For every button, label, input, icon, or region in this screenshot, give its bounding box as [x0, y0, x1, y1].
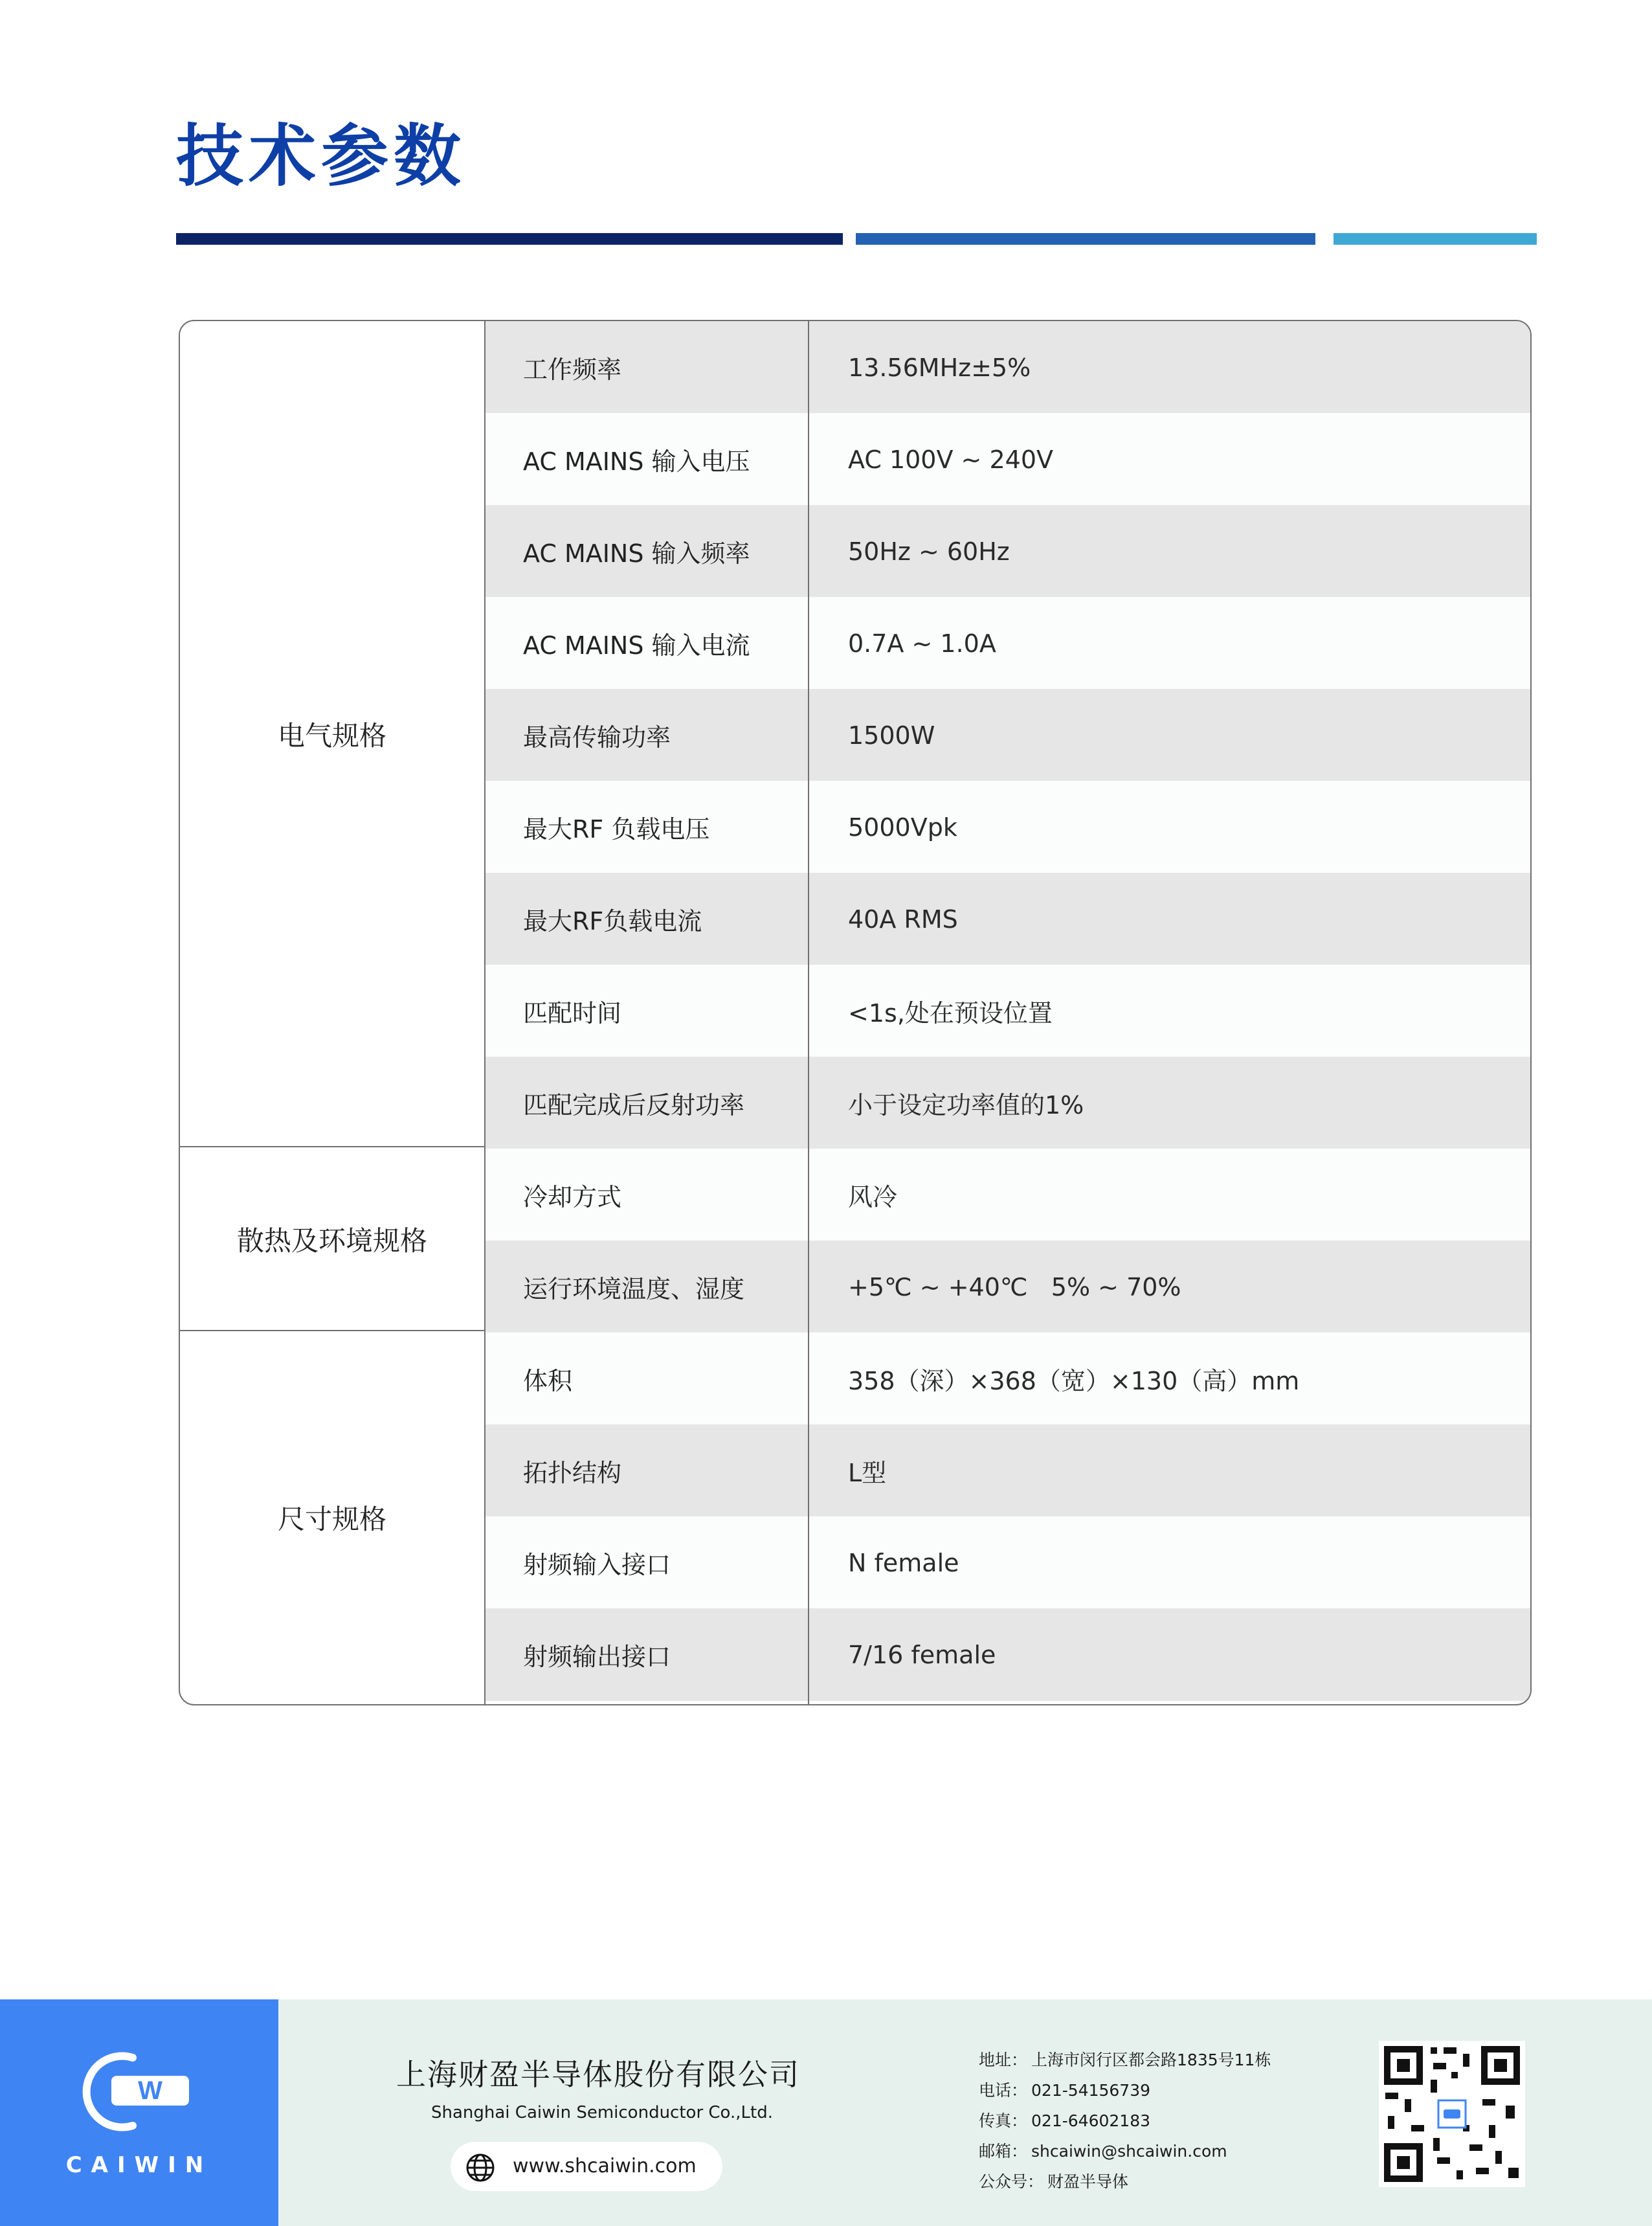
param-value: +5℃ ~ +40℃ 5% ~ 70% [848, 1272, 1181, 1301]
param-value: 50Hz ~ 60Hz [848, 537, 1010, 566]
page-title: 技术参数 [176, 117, 467, 196]
table-row [486, 1332, 1530, 1426]
table-row [486, 413, 1530, 507]
title-underline-dark [176, 233, 843, 245]
group-label: 尺寸规格 [277, 1503, 386, 1535]
table-row [486, 505, 1530, 599]
table-row [486, 1516, 1530, 1610]
param-name: 匹配完成后反射功率 [523, 1091, 745, 1119]
contact-fax: 传真： 021-64602183 [979, 2111, 1150, 2130]
website-link[interactable] [451, 2142, 722, 2191]
param-name: 体积 [523, 1367, 573, 1395]
table-row [486, 689, 1530, 783]
group-thermal [180, 1147, 484, 1331]
param-value: <1s,处在预设位置 [848, 999, 1053, 1028]
param-name: 工作频率 [523, 355, 622, 384]
param-name: 拓扑结构 [523, 1459, 622, 1487]
table-row [486, 965, 1530, 1059]
website-url[interactable]: www.shcaiwin.com [513, 2155, 697, 2177]
param-value: 风冷 [848, 1183, 898, 1211]
logo-mark-letter: W [138, 2076, 162, 2105]
table-row [486, 597, 1530, 691]
title-underline-light [1334, 233, 1537, 245]
param-name: 最高传输功率 [523, 723, 671, 752]
param-value: 358（深）×368（宽）×130（高）mm [848, 1367, 1300, 1395]
group-label: 电气规格 [277, 720, 386, 752]
param-name: AC MAINS 输入频率 [523, 539, 750, 568]
param-value: 1500W [848, 721, 935, 750]
qr-code [1379, 2041, 1525, 2187]
company-name-en: Shanghai Caiwin Semiconductor Co.,Ltd. [431, 2103, 773, 2122]
contact-email: 邮箱： shcaiwin@shcaiwin.com [979, 2142, 1227, 2161]
table-row [486, 1608, 1530, 1701]
param-value: 7/16 female [848, 1640, 996, 1669]
table-row [486, 781, 1530, 875]
param-value: 13.56MHz±5% [848, 353, 1031, 382]
group-dimensions [180, 1331, 484, 1704]
param-name: AC MAINS 输入电流 [523, 631, 750, 660]
globe-icon [465, 2152, 496, 2183]
table-row [486, 321, 1530, 415]
table-row [486, 1241, 1530, 1334]
caiwin-logo-icon [71, 2045, 201, 2142]
footer [0, 1999, 1652, 2226]
contact-phone: 电话： 021-54156739 [979, 2081, 1150, 2100]
contact-address: 地址： 上海市闵行区都会路1835号11栋 [979, 2051, 1271, 2069]
logo-text: CAIWIN [65, 2152, 213, 2178]
param-name: AC MAINS 输入电压 [523, 447, 750, 476]
table-row [486, 1057, 1530, 1151]
group-label: 散热及环境规格 [236, 1225, 427, 1257]
param-name: 匹配时间 [523, 999, 622, 1028]
param-name: 射频输入接口 [523, 1551, 671, 1579]
table-row [486, 873, 1530, 967]
group-electrical [180, 321, 484, 1147]
param-value: AC 100V ~ 240V [848, 445, 1053, 474]
param-value: 0.7A ~ 1.0A [848, 629, 996, 658]
param-name: 最大RF 负载电压 [523, 815, 710, 844]
param-value: 小于设定功率值的1% [848, 1091, 1084, 1119]
param-name: 最大RF负载电流 [523, 907, 702, 936]
company-logo [0, 1999, 278, 2226]
param-name: 射频输出接口 [523, 1643, 671, 1671]
param-name: 冷却方式 [523, 1183, 622, 1211]
title-underline-mid [856, 233, 1315, 245]
table-row [486, 1424, 1530, 1518]
table-row [486, 1149, 1530, 1242]
contact-info [979, 2045, 1271, 2197]
param-name: 运行环境温度、湿度 [523, 1275, 745, 1303]
param-value: 5000Vpk [848, 813, 957, 842]
param-value: L型 [848, 1459, 887, 1487]
qr-code-icon [1379, 2041, 1525, 2187]
spec-table [179, 320, 1532, 1705]
contact-wechat: 公众号： 财盈半导体 [979, 2172, 1129, 2191]
param-value: N female [848, 1548, 959, 1577]
column-divider [808, 321, 809, 1704]
company-name-cn: 上海财盈半导体股份有限公司 [396, 2057, 800, 2092]
column-divider [484, 321, 486, 1704]
param-value: 40A RMS [848, 905, 958, 934]
